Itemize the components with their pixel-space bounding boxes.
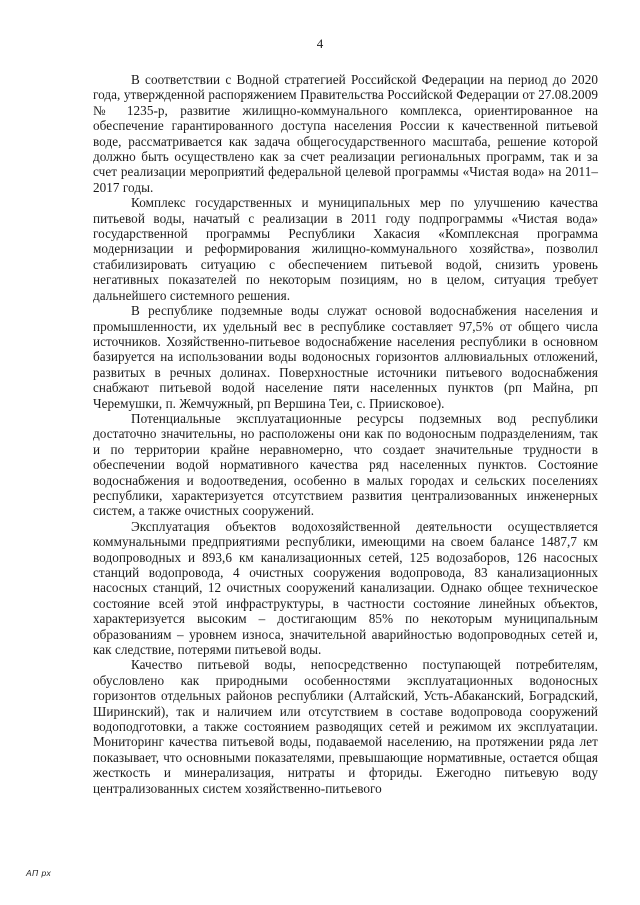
page-number: 4 bbox=[316, 36, 324, 51]
paragraph-water-quality: Качество питьевой воды, непосредственно поступающей потребителям, обусловлено как природными особенностями эксплуатационных водоносных горизонтов отдельных районов республики (Алтайский, Усть-Абаканский, Боградский, Ширинский), так и наличием или отсутствием в составе водопровода сооружений водоподготовки, а также состоянием разводящих сетей и режимом их эксплуатации. Мониторинг качества питьевой воды, подаваемой населению, на протяжении ряда лет показывает, что основными показателями, превышающие нормативные, остается общая жесткость и минерализация, нитраты и фториды. Ежегодно питьевую воду централизованных систем хозяйственно-питьевого bbox=[93, 657, 598, 796]
paragraph-state-measures: Комплекс государственных и муниципальных мер по улучшению качества питьевой воды, начатый с реализации в 2011 году подпрограммы «Чистая вода» государственной программы Республики Хакасия «Комплексная программа модернизации и реформирования жилищно-коммунального хозяйства», позволил стабилизировать ситуацию с обеспечением питьевой водой, снизить уровень негативных показателей по некоторым позициям, но в целом, ситуация требует дальнейшего системного решения. bbox=[93, 195, 598, 303]
footer-mark: АП рх bbox=[26, 868, 52, 878]
document-body bbox=[93, 72, 598, 796]
paragraph-resources: Потенциальные эксплуатационные ресурсы подземных вод республики достаточно значительны, но расположены они как по водоносным подразделениям, так и по территории крайне неравномерно, что создает значительные трудности в обеспечении водой нормативного качества ряд населенных пунктов. Состояние водоснабжения и водоотведения, особенно в малых городах и сельских поселениях республики, характеризуется отсутствием развития централизованных инженерных систем, а также очистных сооружений. bbox=[93, 410, 598, 519]
paragraph-groundwater: В республике подземные воды служат основой водоснабжения населения и промышленности, их удельный вес в республике составляет 97,5% от общего числа источников. Хозяйственно-питьевое водоснабжение населения республики в основном базируется на использовании воды водоносных горизонтов аллювиальных отложений, развитых в речных долинах. Поверхностные источники питьевого водоснабжения снабжают питьевой водой население пяти населенных пунктов (рп Майна, рп Черемушки, п. Жемчужный, рп Вершина Теи, с. Приисковое). bbox=[93, 303, 598, 411]
paragraph-water-strategy: В соответствии с Водной стратегией Российской Федерации на период до 2020 года, утвержденной распоряжением Правительства Российской Федерации от 27.08.2009 № 1235-р, развитие жилищно-коммунального комплекса, ориентированное на обеспечение гарантированного доступа населения России к качественной питьевой воде, рассматривается как задача общегосударственного масштаба, решение которой должно быть осуществлено как за счет реализации региональных программ, так и за счет реализации мероприятий федеральной целевой программы «Чистая вода» на 2011–2017 годы. bbox=[93, 72, 598, 195]
paragraph-infrastructure: Эксплуатация объектов водохозяйственной деятельности осуществляется коммунальными предприятиями республики, имеющими на своем балансе 1487,7 км водопроводных и 893,6 км канализационных сетей, 125 водозаборов, 126 насосных станций водопровода, 4 очистных сооружения водопровода, 83 канализационных насосных станций, 12 очистных сооружений канализации. Однако общее техническое состояние всей этой инфраструктуры, в частности состояние линейных объектов, характеризуется высоким – достигающим 85% по некоторым муниципальным образованиям – уровнем износа, значительной аварийностью водопроводных сетей и, как следствие, потерями питьевой воды. bbox=[93, 518, 598, 658]
